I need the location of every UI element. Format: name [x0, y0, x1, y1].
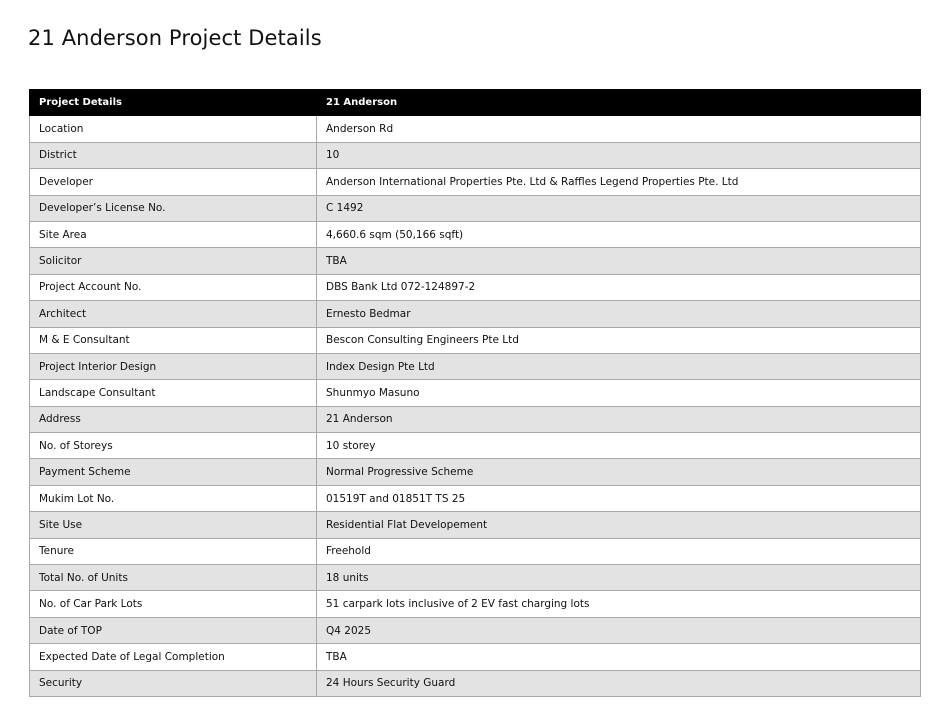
row-label-cell: Project Interior Design: [30, 353, 317, 379]
row-label-cell: Site Area: [30, 221, 317, 247]
table-row: [30, 142, 921, 168]
table-row: [30, 248, 921, 274]
table-row: [30, 195, 921, 221]
row-label-cell: Total No. of Units: [30, 565, 317, 591]
table-row: [30, 116, 921, 142]
row-value-cell: Ernesto Bedmar: [317, 301, 921, 327]
row-label-cell: Address: [30, 406, 317, 432]
row-label-cell: No. of Storeys: [30, 433, 317, 459]
row-label-cell: District: [30, 142, 317, 168]
row-label-cell: Location: [30, 116, 317, 142]
row-value-cell: TBA: [317, 248, 921, 274]
row-label-cell: Landscape Consultant: [30, 380, 317, 406]
row-label-cell: Site Use: [30, 512, 317, 538]
row-value-cell: Anderson Rd: [317, 116, 921, 142]
row-value-cell: Anderson International Properties Pte. Ltd & Raffles Legend Properties Pte. Ltd: [317, 169, 921, 195]
table-row: [30, 591, 921, 617]
table-row: [30, 301, 921, 327]
row-value-cell: Normal Progressive Scheme: [317, 459, 921, 485]
table-row: [30, 406, 921, 432]
table-row: [30, 538, 921, 564]
table-row: [30, 169, 921, 195]
page-title: 21 Anderson Project Details: [28, 26, 322, 50]
table-row: [30, 485, 921, 511]
row-value-cell: Index Design Pte Ltd: [317, 353, 921, 379]
header-value-cell: 21 Anderson: [317, 90, 921, 116]
table-row: [30, 327, 921, 353]
row-value-cell: 4,660.6 sqm (50,166 sqft): [317, 221, 921, 247]
project-details-table: [29, 89, 921, 697]
row-value-cell: Shunmyo Masuno: [317, 380, 921, 406]
row-label-cell: Architect: [30, 301, 317, 327]
row-value-cell: 21 Anderson: [317, 406, 921, 432]
table-row: [30, 644, 921, 670]
row-value-cell: 01519T and 01851T TS 25: [317, 485, 921, 511]
row-value-cell: Residential Flat Developement: [317, 512, 921, 538]
table-row: [30, 274, 921, 300]
row-label-cell: Solicitor: [30, 248, 317, 274]
row-value-cell: Q4 2025: [317, 617, 921, 643]
row-label-cell: Expected Date of Legal Completion: [30, 644, 317, 670]
row-value-cell: 10: [317, 142, 921, 168]
table-row: [30, 433, 921, 459]
row-label-cell: Tenure: [30, 538, 317, 564]
header-label-cell: Project Details: [30, 90, 317, 116]
row-value-cell: 24 Hours Security Guard: [317, 670, 921, 696]
table-body: [30, 116, 921, 697]
table-row: [30, 221, 921, 247]
row-value-cell: Freehold: [317, 538, 921, 564]
row-label-cell: Security: [30, 670, 317, 696]
table-row: [30, 353, 921, 379]
row-label-cell: Developer’s License No.: [30, 195, 317, 221]
table-row: [30, 380, 921, 406]
table-row: [30, 565, 921, 591]
table-row: [30, 617, 921, 643]
row-label-cell: Payment Scheme: [30, 459, 317, 485]
table-row: [30, 670, 921, 696]
row-label-cell: No. of Car Park Lots: [30, 591, 317, 617]
row-value-cell: TBA: [317, 644, 921, 670]
row-label-cell: Project Account No.: [30, 274, 317, 300]
row-value-cell: DBS Bank Ltd 072-124897-2: [317, 274, 921, 300]
row-value-cell: C 1492: [317, 195, 921, 221]
row-label-cell: M & E Consultant: [30, 327, 317, 353]
table-header-row: [30, 90, 921, 116]
row-value-cell: Bescon Consulting Engineers Pte Ltd: [317, 327, 921, 353]
row-value-cell: 18 units: [317, 565, 921, 591]
row-label-cell: Developer: [30, 169, 317, 195]
row-value-cell: 51 carpark lots inclusive of 2 EV fast charging lots: [317, 591, 921, 617]
row-label-cell: Date of TOP: [30, 617, 317, 643]
row-value-cell: 10 storey: [317, 433, 921, 459]
table-row: [30, 512, 921, 538]
row-label-cell: Mukim Lot No.: [30, 485, 317, 511]
table-row: [30, 459, 921, 485]
